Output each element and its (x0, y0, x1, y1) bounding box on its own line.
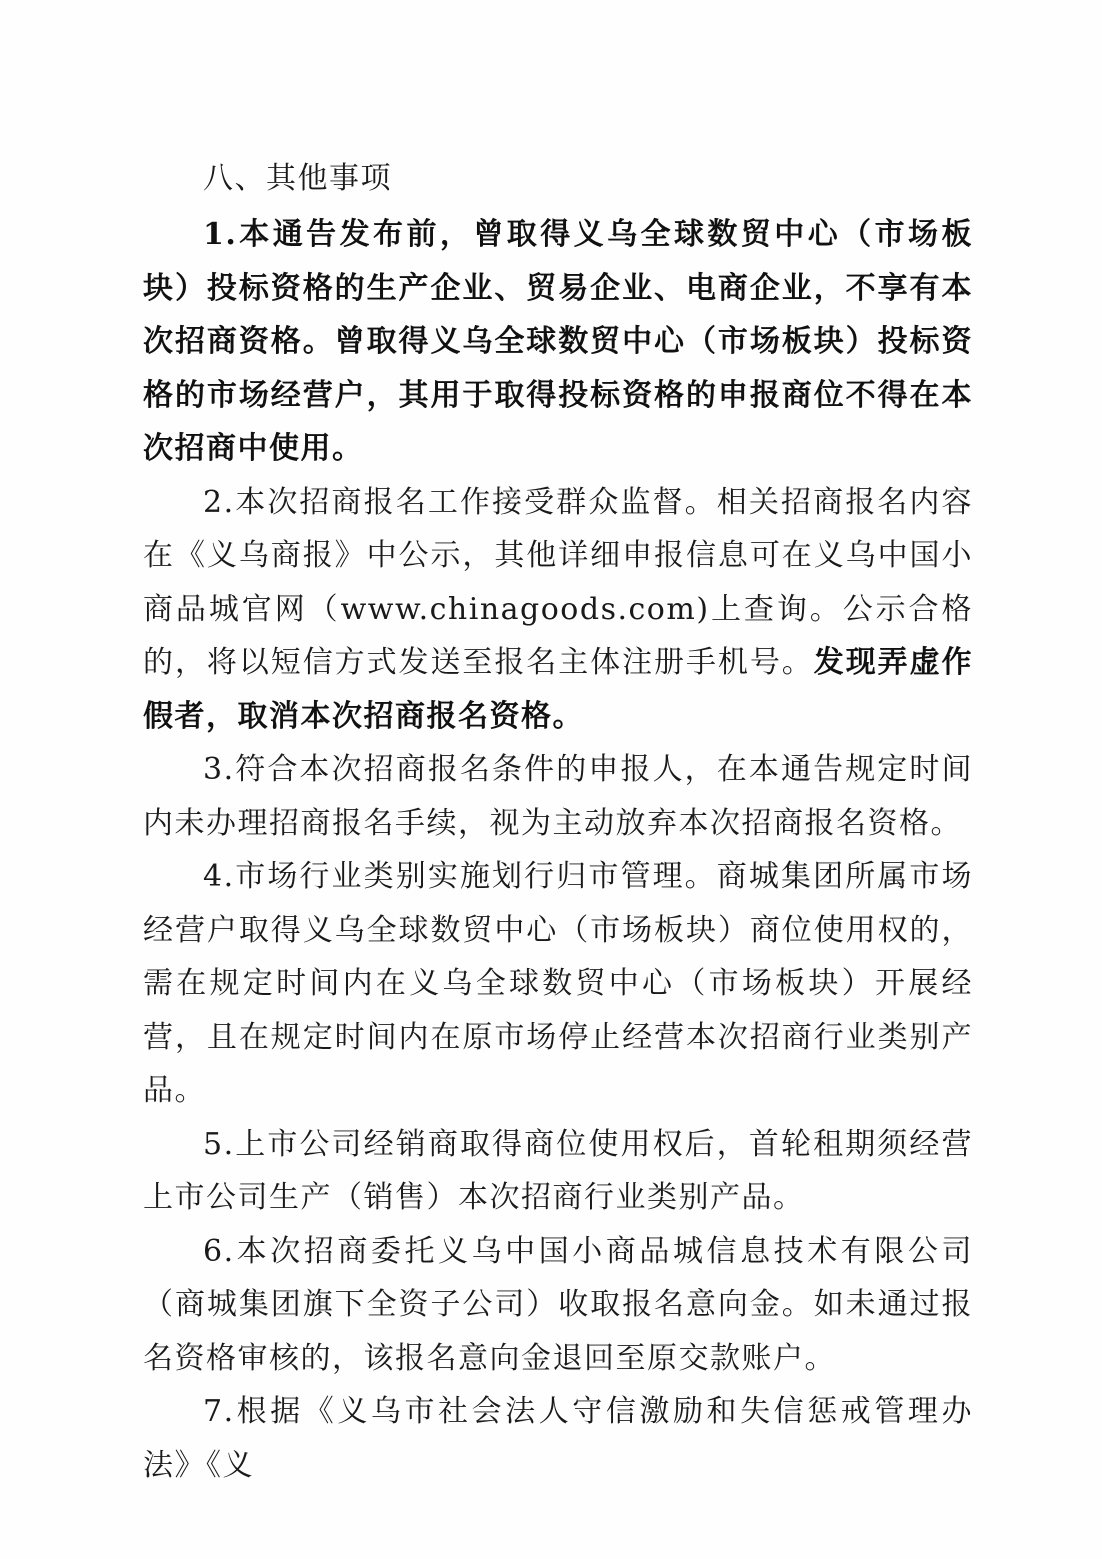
item-1-bold-text: 1.本通告发布前，曾取得义乌全球数贸中心（市场板块）投标资格的生产企业、贸易企业、电商企业，不享有本次招商资格。曾取得义乌全球数贸中心（市场板块）投标资格的市场经营户，其用于取得投标资格的申报商位不得在本次招商中使用。 (143, 217, 973, 466)
paragraph-item-1 (143, 208, 973, 476)
item-3-text: 3.符合本次招商报名条件的申报人，在本通告规定时间内未办理招商报名手续，视为主动放弃本次招商报名资格。 (143, 752, 973, 841)
document-body (143, 150, 973, 1492)
item-4-text: 4.市场行业类别实施划行归市管理。商城集团所属市场经营户取得义乌全球数贸中心（市场板块）商位使用权的，需在规定时间内在义乌全球数贸中心（市场板块）开展经营，且在规定时间内在原市场停止经营本次招商行业类别产品。 (143, 859, 973, 1108)
paragraph-item-6 (143, 1225, 973, 1386)
item-2-bold-text: 发现弄虚作假者，取消本次招商报名资格。 (143, 645, 974, 734)
paragraph-item-4 (143, 850, 973, 1118)
paragraph-item-2 (143, 476, 973, 744)
paragraph-item-7 (143, 1385, 973, 1492)
paragraph-item-3 (143, 743, 973, 850)
item-5-text: 5.上市公司经销商取得商位使用权后，首轮租期须经营上市公司生产（销售）本次招商行业类别产品。 (143, 1126, 973, 1215)
section-heading: 八、其他事项 (203, 161, 392, 196)
item-6-text: 6.本次招商委托义乌中国小商品城信息技术有限公司（商城集团旗下全资子公司）收取报名意向金。如未通过报名资格审核的，该报名意向金退回至原交款账户。 (143, 1233, 973, 1376)
paragraph-item-5 (143, 1118, 973, 1225)
item-7-text: 7.根据《义乌市社会法人守信激励和失信惩戒管理办法》《义 (143, 1394, 973, 1483)
item-2-text: 2.本次招商报名工作接受群众监督。相关招商报名内容在《义乌商报》中公示，其他详细申报信息可在义乌中国小商品城官网（www.chinagoods.com)上查询。公示合格的，将以短信方式发送至报名主体注册手机号。 (143, 484, 973, 680)
